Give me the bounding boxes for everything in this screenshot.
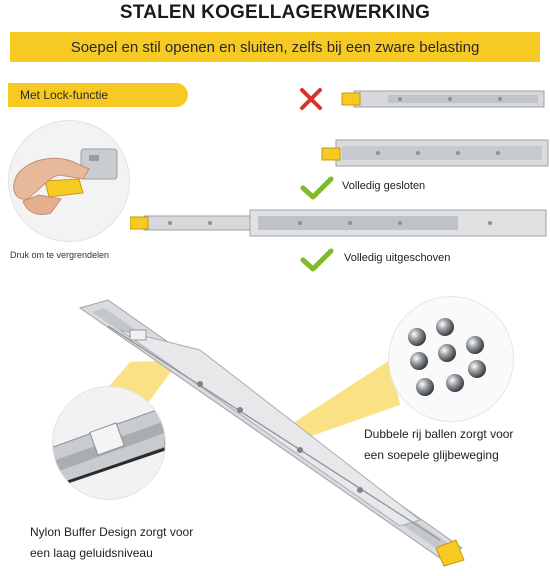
fully-extended-label: Volledig uitgeschoven [344,252,451,264]
press-to-lock-label: Druk om te vergrendelen [10,250,110,260]
cross-icon [298,86,324,117]
hand-illustration [9,121,129,241]
nylon-buffer-caption-line2: een laag geluidsniveau [30,546,153,560]
check-icon [300,247,334,278]
ball-bearings-caption-line1: Dubbele rij ballen zorgt voor [364,427,514,441]
lock-function-label [8,83,188,107]
slide-extended-illustration [130,206,550,245]
check-icon [300,175,334,206]
feature-banner [10,32,540,62]
lock-function-text: Met Lock-functie [20,88,109,102]
slide-incorrect-illustration [340,85,545,118]
fully-closed-label: Volledig gesloten [342,180,426,192]
ball-bearings-caption [364,424,513,466]
nylon-buffer-illustration [52,386,166,500]
page-title: STALEN KOGELLAGERWERKING [119,2,431,23]
banner-text: Soepel en stil openen en sluiten, zelfs bij een zware belasting [70,38,480,56]
ball-bearings-caption-line2: een soepele glijbeweging [364,448,499,462]
nylon-buffer-caption-line1: Nylon Buffer Design zorgt voor [30,525,194,539]
slide-closed-illustration [318,136,550,175]
ball-bearings-illustration [388,296,514,422]
nylon-buffer-caption [30,522,193,564]
hand-press-illustration [8,120,130,242]
